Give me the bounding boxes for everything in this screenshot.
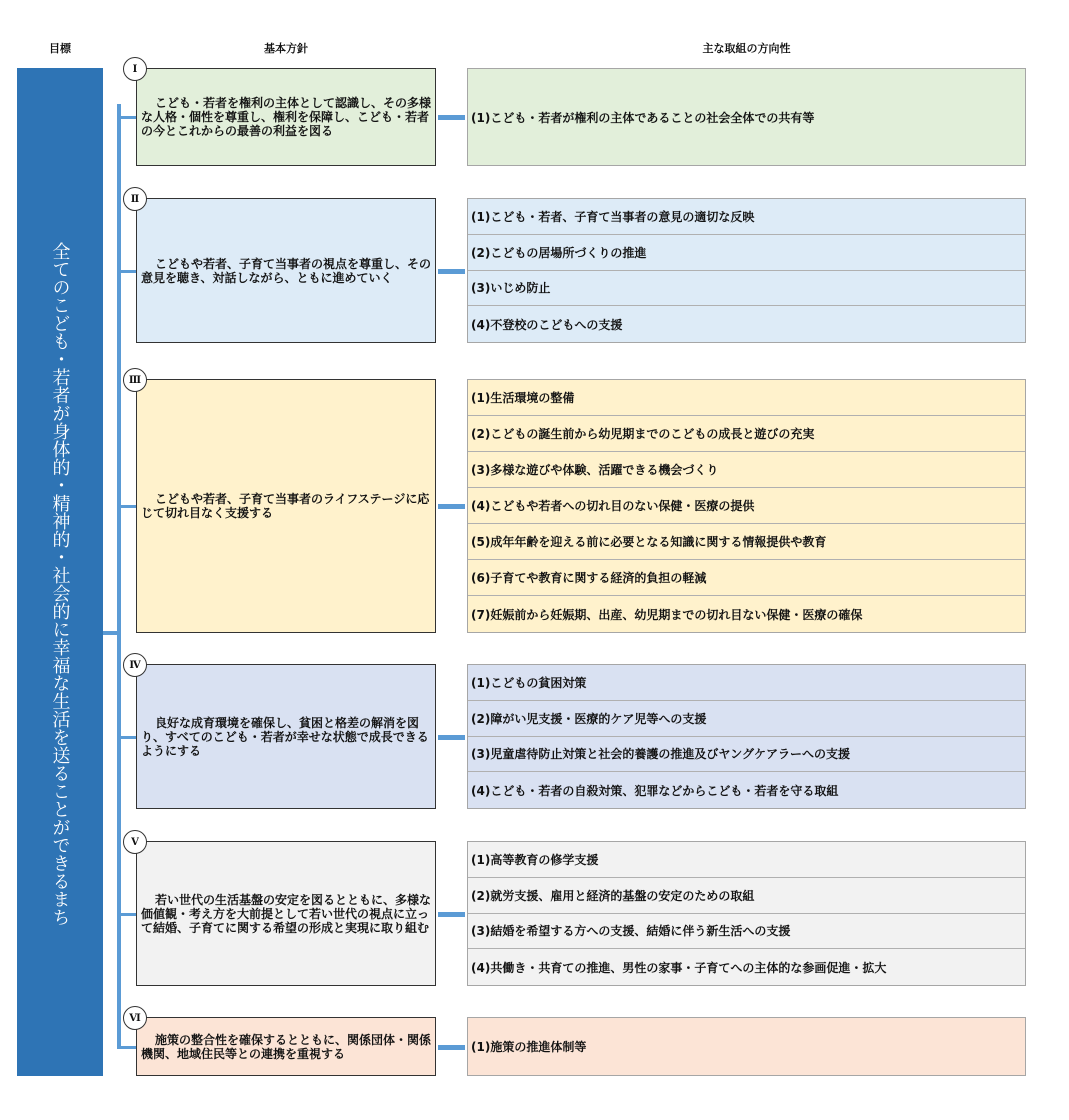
direction-item: (4)共働き・共育ての推進、男性の家事・子育てへの主体的な参画促進・拡大 (471, 960, 887, 975)
direction-list (467, 664, 1026, 809)
policy-text: 若い世代の生活基盤の安定を図るとともに、多様な価値観・考え方を大前提として若い世代の視点に立って結婚、子育てに関する希望の形成と実現に取り組む (141, 892, 432, 935)
direction-connector (438, 504, 465, 509)
branch-connector (117, 270, 136, 273)
direction-item: (1)こどもの貧困対策 (468, 665, 1025, 701)
policy-box (136, 379, 436, 633)
direction-item: (3)多様な遊びや体験、活躍できる機会づくり (468, 452, 1025, 488)
policy-text: こどもや若者、子育て当事者のライフステージに応じて切れ目なく支援する (141, 492, 430, 520)
branch-connector (117, 1046, 136, 1049)
policy-header: 基本方針 (264, 42, 308, 55)
branch-connector (117, 913, 136, 916)
policy-box (136, 198, 436, 343)
direction-list (467, 1017, 1026, 1076)
policy-text: こども・若者を権利の主体として認識し、その多様な人格・個性を尊重し、権利を保障し、こども・若者の今とこれからの最善の利益を図る (141, 96, 432, 138)
direction-item: (4)不登校のこどもへの支援 (471, 317, 623, 332)
direction-item: (3)結婚を希望する方への支援、結婚に伴う新生活への支援 (468, 914, 1025, 950)
direction-list (467, 198, 1026, 343)
policy-text: 施策の整合性を確保するとともに、関係団体・関係機関、地域住民等との連携を重視する (141, 1032, 432, 1061)
policy-numeral-badge: Ⅲ (123, 368, 147, 392)
direction-item: (1)高等教育の修学支援 (468, 842, 1025, 878)
direction-list (467, 841, 1026, 986)
direction-item: (2)こどもの居場所づくりの推進 (468, 235, 1025, 271)
direction-item: (1)生活環境の整備 (468, 380, 1025, 416)
direction-item: (3)児童虐待防止対策と社会的養護の推進及びヤングケアラーへの支援 (468, 737, 1025, 773)
direction-item: (3)いじめ防止 (468, 271, 1025, 307)
direction-item: (4)こどもや若者への切れ目のない保健・医療の提供 (468, 488, 1025, 524)
policy-numeral-badge: Ⅳ (123, 653, 147, 677)
policy-text: こどもや若者、子育て当事者の視点を尊重し、その意見を聴き、対話しながら、ともに進めていく (141, 256, 432, 285)
direction-item: (5)成年年齢を迎える前に必要となる知識に関する情報提供や教育 (468, 524, 1025, 560)
policy-numeral-badge: Ⅰ (123, 57, 147, 81)
policy-numeral-badge: Ⅴ (123, 830, 147, 854)
direction-connector (438, 1045, 465, 1050)
goal-header: 目標 (49, 42, 71, 55)
branch-connector (117, 116, 136, 119)
direction-connector (438, 115, 465, 120)
policy-box (136, 68, 436, 166)
direction-item: (2)障がい児支援・医療的ケア児等への支援 (468, 701, 1025, 737)
direction-header: 主な取組の方向性 (702, 42, 791, 55)
branch-connector (117, 505, 136, 508)
direction-list (467, 379, 1026, 633)
direction-connector (438, 912, 465, 917)
policy-box (136, 664, 436, 809)
policy-numeral-badge: Ⅱ (123, 187, 147, 211)
policy-box (136, 1017, 436, 1076)
policy-box (136, 841, 436, 986)
direction-item: (2)こどもの誕生前から幼児期までのこどもの成長と遊びの充実 (468, 416, 1025, 452)
direction-item: (7)妊娠前から妊娠期、出産、幼児期までの切れ目ない保健・医療の確保 (471, 607, 863, 622)
goal-box: 全てのこども・若者が身体的・精神的・社会的に幸福な生活を送ることができるまち (17, 68, 103, 1076)
direction-item: (1)こども・若者、子育て当事者の意見の適切な反映 (468, 199, 1025, 235)
policy-text: 良好な成育環境を確保し、貧困と格差の解消を図り、すべてのこども・若者が幸せな状態で成長できるようにする (141, 715, 429, 758)
branch-connector (117, 736, 136, 739)
direction-item: (2)就労支援、雇用と経済的基盤の安定のための取組 (468, 878, 1025, 914)
direction-list (467, 68, 1026, 166)
trunk-line (117, 104, 121, 1048)
direction-item: (4)こども・若者の自殺対策、犯罪などからこども・若者を守る取組 (471, 783, 839, 798)
policy-numeral-badge: Ⅵ (123, 1006, 147, 1030)
direction-item: (1)施策の推進体制等 (471, 1040, 587, 1054)
direction-connector (438, 735, 465, 740)
direction-item: (1)こども・若者が権利の主体であることの社会全体での共有等 (471, 110, 815, 125)
direction-item: (6)子育てや教育に関する経済的負担の軽減 (468, 560, 1025, 596)
direction-connector (438, 269, 465, 274)
